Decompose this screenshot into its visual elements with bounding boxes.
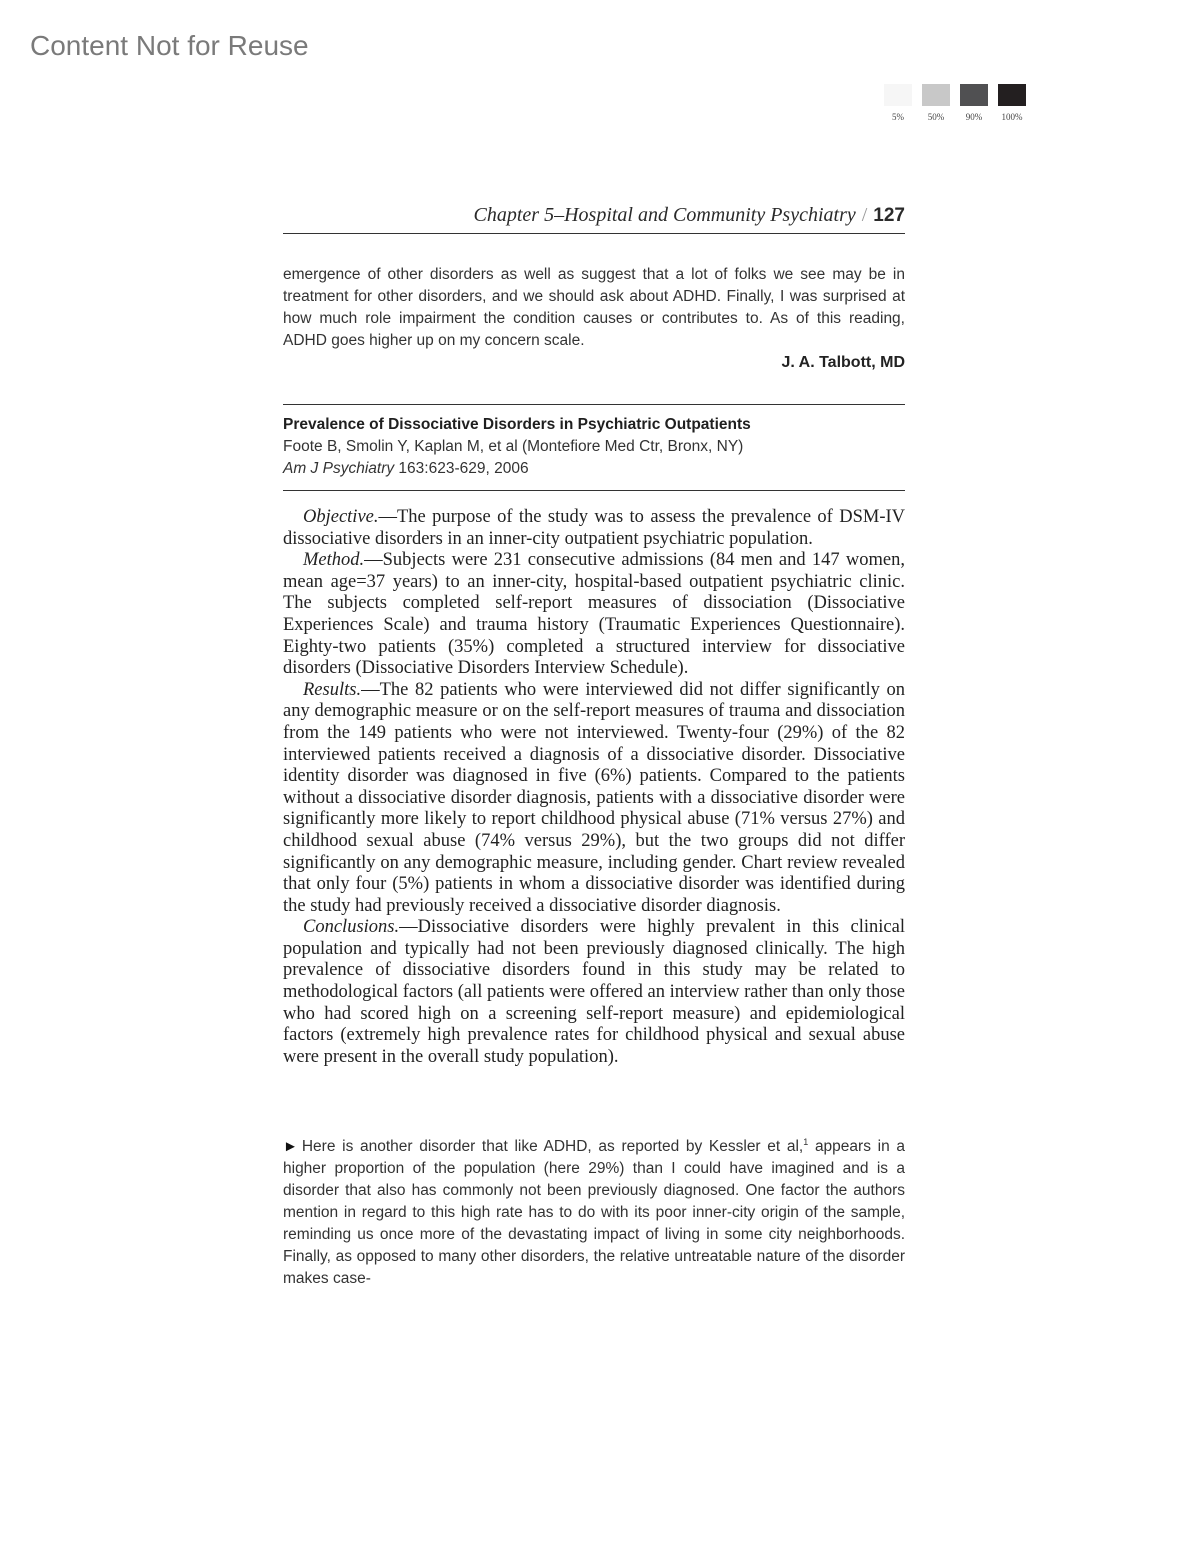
article-title: Prevalence of Dissociative Disorders in Psychiatric Outpatients [283, 416, 751, 433]
swatch-100 [998, 84, 1026, 106]
swatch-label: 5% [892, 112, 904, 122]
chapter-title: Chapter 5–Hospital and Community Psychiatry [473, 204, 856, 226]
results-text: —The 82 patients who were interviewed did not differ significantly on any demographic measure or on the self-report measures of trauma and dissociation from the 149 patients who were not interviewed. Twenty-four (29%) of the 82 interviewed patients received a diagnosis of a dissociative disorder. Dissociative identity disorder was diagnosed in five (6%) patients. Compared to the patients without a dissociative disorder diagnosis, patients with a dissociative disorder were significantly more likely to report childhood physical abuse (71% versus 27%) and childhood sexual abuse (74% versus 29%), but the two groups did not differ significantly on any demographic measure, including gender. Chart review revealed that only four (5%) patients in whom a dissociative disorder was identified during the study had previously received a dissociative disorder diagnosis. [283, 679, 905, 916]
abstract-method [283, 550, 905, 680]
article-citation [283, 458, 905, 480]
abstract-objective [283, 507, 905, 550]
commentary-text-a: Here is another disorder that like ADHD, as reported by Kessler et al, [301, 1138, 804, 1156]
commentary-text: emergence of other disorders as well as suggest that a lot of folks we see may be in treatment for other disorders, and we should ask about ADHD. Finally, I was surprised at how much role impairment the condition causes or contributes to. As of this reading, ADHD goes higher up on my concern scale. [283, 266, 905, 349]
page-number: 127 [873, 205, 905, 226]
method-text: —Subjects were 231 consecutive admissions (84 men and 147 women, mean age=37 years) to an inner-city, hospital-based outpatient psychiatric clinic. The subjects completed self-report measures of dissociation (Dissociative Experiences Scale) and trauma history (Traumatic Experiences Questionnaire). Eighty-two patients (35%) completed a structured interview for dissociative disorders (Dissociative Disorders Interview Schedule). [283, 550, 905, 679]
swatch-5 [884, 84, 912, 106]
commentary-signature: J. A. Talbott, MD [781, 354, 905, 371]
results-label: Results. [303, 679, 362, 700]
citation-details: 163:623-629, 2006 [398, 460, 529, 477]
swatch-label: 90% [965, 112, 983, 122]
swatch-label: 100% [1001, 112, 1023, 122]
footnote-ref: 1 [803, 1137, 809, 1147]
gray-scale-swatches [884, 84, 1044, 122]
commentary-continued [283, 264, 905, 374]
objective-text: —The purpose of the study was to assess the prevalence of DSM-IV dissociative disorders in an inner-city outpatient psychiatric population. [283, 507, 905, 549]
conclusions-label: Conclusions. [303, 917, 400, 938]
article-reference [283, 404, 905, 491]
article-authors: Foote B, Smolin Y, Kaplan M, et al (Montefiore Med Ctr, Bronx, NY) [283, 438, 744, 455]
abstract-conclusions [283, 917, 905, 1068]
swatch-90 [960, 84, 988, 106]
commentary-text-b: appears in a higher proportion of the population (here 29%) than I could have imagined and is a disorder that also has commonly not been previously diagnosed. One factor the authors mention in regard to this high rate has to do with its poor inner-city origin of the sample, reminding us once more of the devastating impact of living in some city neighborhoods. Finally, as opposed to many other disorders, the relative untreatable nature of the disorder makes case- [283, 1138, 905, 1288]
running-head [283, 204, 905, 234]
objective-label: Objective. [303, 507, 379, 527]
method-label: Method. [303, 550, 365, 571]
arrow-icon: ► [283, 1138, 298, 1156]
watermark: Content Not for Reuse [30, 30, 309, 61]
abstract [283, 507, 905, 1068]
swatch-50 [922, 84, 950, 106]
abstract-results [283, 680, 905, 918]
separator: / [861, 204, 868, 226]
journal-name: Am J Psychiatry [283, 460, 395, 477]
commentary [283, 1131, 905, 1290]
conclusions-text: —Dissociative disorders were highly prevalent in this clinical population and typically had not been previously diagnosed clinically. The high prevalence of dissociative disorders found in this study may be related to methodological factors (all patients were offered an interview rather than only those who had scored high on a screening self-report measure) and epidemiological factors (extremely high prevalence rates for childhood physical and sexual abuse were present in the overall study population). [283, 917, 905, 1067]
swatch-label: 50% [927, 112, 945, 122]
